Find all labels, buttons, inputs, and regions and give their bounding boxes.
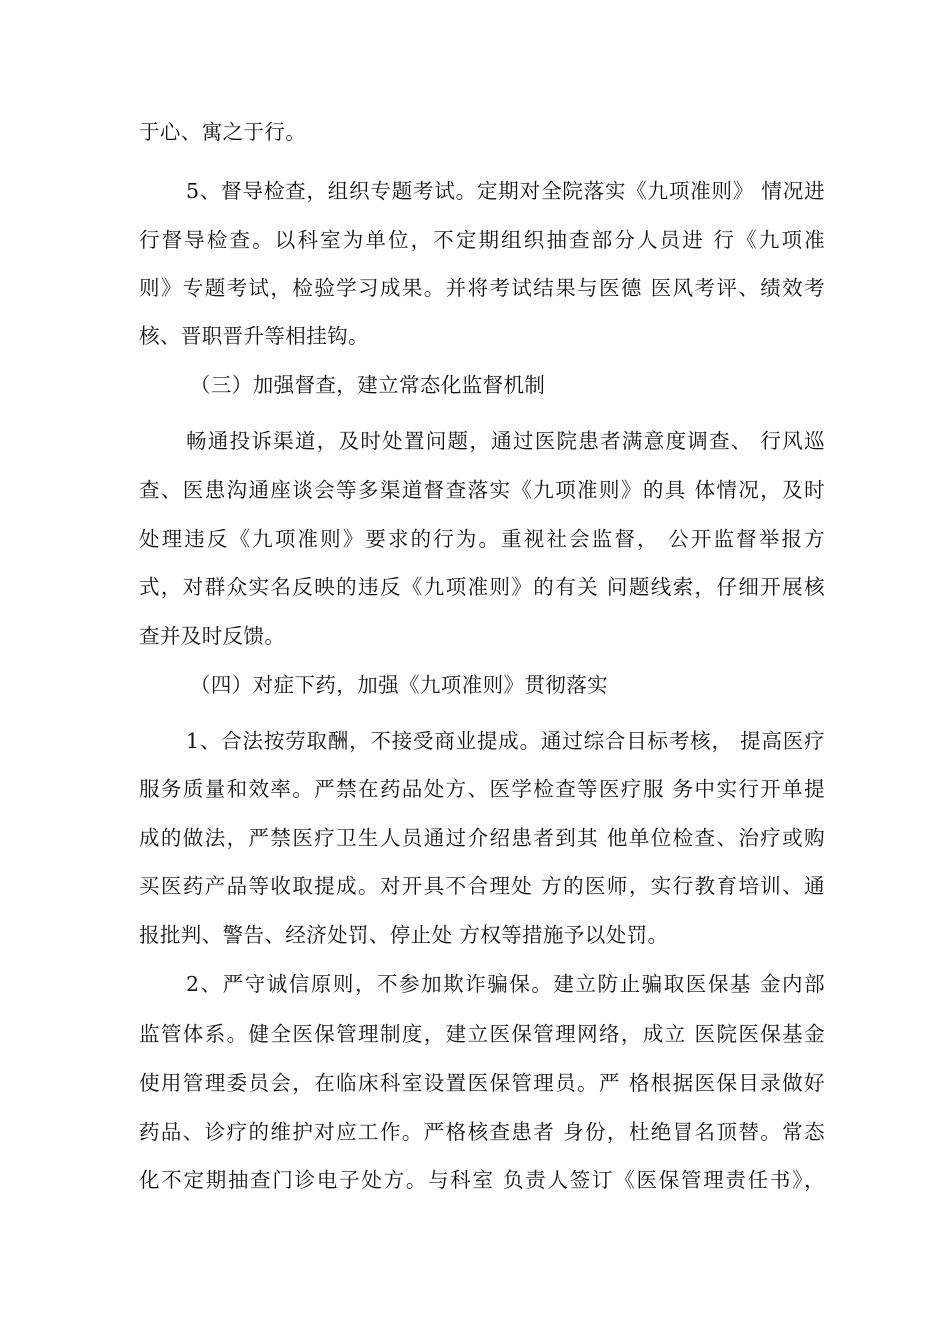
- paragraph-line: 式，对群众实名反映的违反《九项准则》的有关 问题线索，仔细开展核: [139, 575, 825, 599]
- paragraph-line: 行督导检查。以科室为单位，不定期组织抽查部分人员进 行《九项准: [139, 228, 825, 252]
- text-line: [0, 1019, 950, 1049]
- text-line: [0, 370, 950, 400]
- text-line: [0, 871, 950, 901]
- section-heading-4: （四）对症下药，加强《九项准则》贯彻落实: [190, 673, 608, 697]
- paragraph-start-item-1: 1、合法按劳取酬，不接受商业提成。通过综合目标考核， 提高医疗: [186, 729, 825, 753]
- text-line: [0, 572, 950, 602]
- paragraph-line: 使用管理委员会，在临床科室设置医保管理员。严 格根据医保目录做好: [139, 1071, 825, 1095]
- text-line: [0, 1165, 950, 1195]
- paragraph-start-item-5: 5、督导检查，组织专题考试。定期对全院落实《九项准则》 情况进: [186, 179, 825, 203]
- paragraph-line: 处理违反《九项准则》要求的行为。重视社会监督， 公开监督举报方: [139, 527, 825, 551]
- paragraph-line: 成的做法，严禁医疗卫生人员通过介绍患者到其 他单位检查、治疗或购: [139, 826, 825, 850]
- paragraph-line: 则》专题考试，检验学习成果。并将考试结果与医德 医风考评、绩效考: [139, 276, 825, 300]
- text-line: [0, 969, 950, 999]
- paragraph-start-item-2: 2、严守诚信原则，不参加欺诈骗保。建立防止骗取医保基 金内部: [186, 972, 825, 996]
- paragraph-line: 化不定期抽查门诊电子处方。与科室 负责人签订《医保管理责任书》，: [139, 1168, 825, 1192]
- text-line: [0, 117, 950, 147]
- text-line: [0, 1117, 950, 1147]
- paragraph-end: 核、晋职晋升等相挂钩。: [139, 324, 369, 348]
- text-line: [0, 823, 950, 853]
- paragraph-end: 报批判、警告、经济处罚、停止处 方权等措施予以处罚。: [139, 923, 669, 947]
- text-line: [0, 621, 950, 651]
- text-line: [0, 774, 950, 804]
- section-heading-3: （三）加强督查，建立常态化监督机制: [190, 373, 546, 397]
- text-line: [0, 920, 950, 950]
- text-line: [0, 225, 950, 255]
- text-line: [0, 1068, 950, 1098]
- text-line: [0, 670, 950, 700]
- text-line: [0, 426, 950, 456]
- paragraph-start: 畅通投诉渠道，及时处置问题，通过医院患者满意度调查、 行风巡: [186, 429, 825, 453]
- text-line: [0, 176, 950, 206]
- text-line: [0, 726, 950, 756]
- paragraph-line: 买医药产品等收取提成。对开具不合理处 方的医师，实行教育培训、通: [139, 874, 825, 898]
- text-line: [0, 321, 950, 351]
- paragraph-end: 于心、寓之于行。: [139, 120, 307, 144]
- text-line: [0, 273, 950, 303]
- paragraph-end: 查并及时反馈。: [139, 624, 286, 648]
- text-line: [0, 524, 950, 554]
- paragraph-line: 监管体系。健全医保管理制度，建立医保管理网络，成立 医院医保基金: [139, 1022, 825, 1046]
- paragraph-line: 服务质量和效率。严禁在药品处方、医学检查等医疗服 务中实行开单提: [139, 777, 825, 801]
- paragraph-line: 查、医患沟通座谈会等多渠道督查落实《九项准则》的具 体情况，及时: [139, 478, 825, 502]
- paragraph-line: 药品、诊疗的维护对应工作。严格核查患者 身份，杜绝冒名顶替。常态: [139, 1120, 825, 1144]
- text-line: [0, 475, 950, 505]
